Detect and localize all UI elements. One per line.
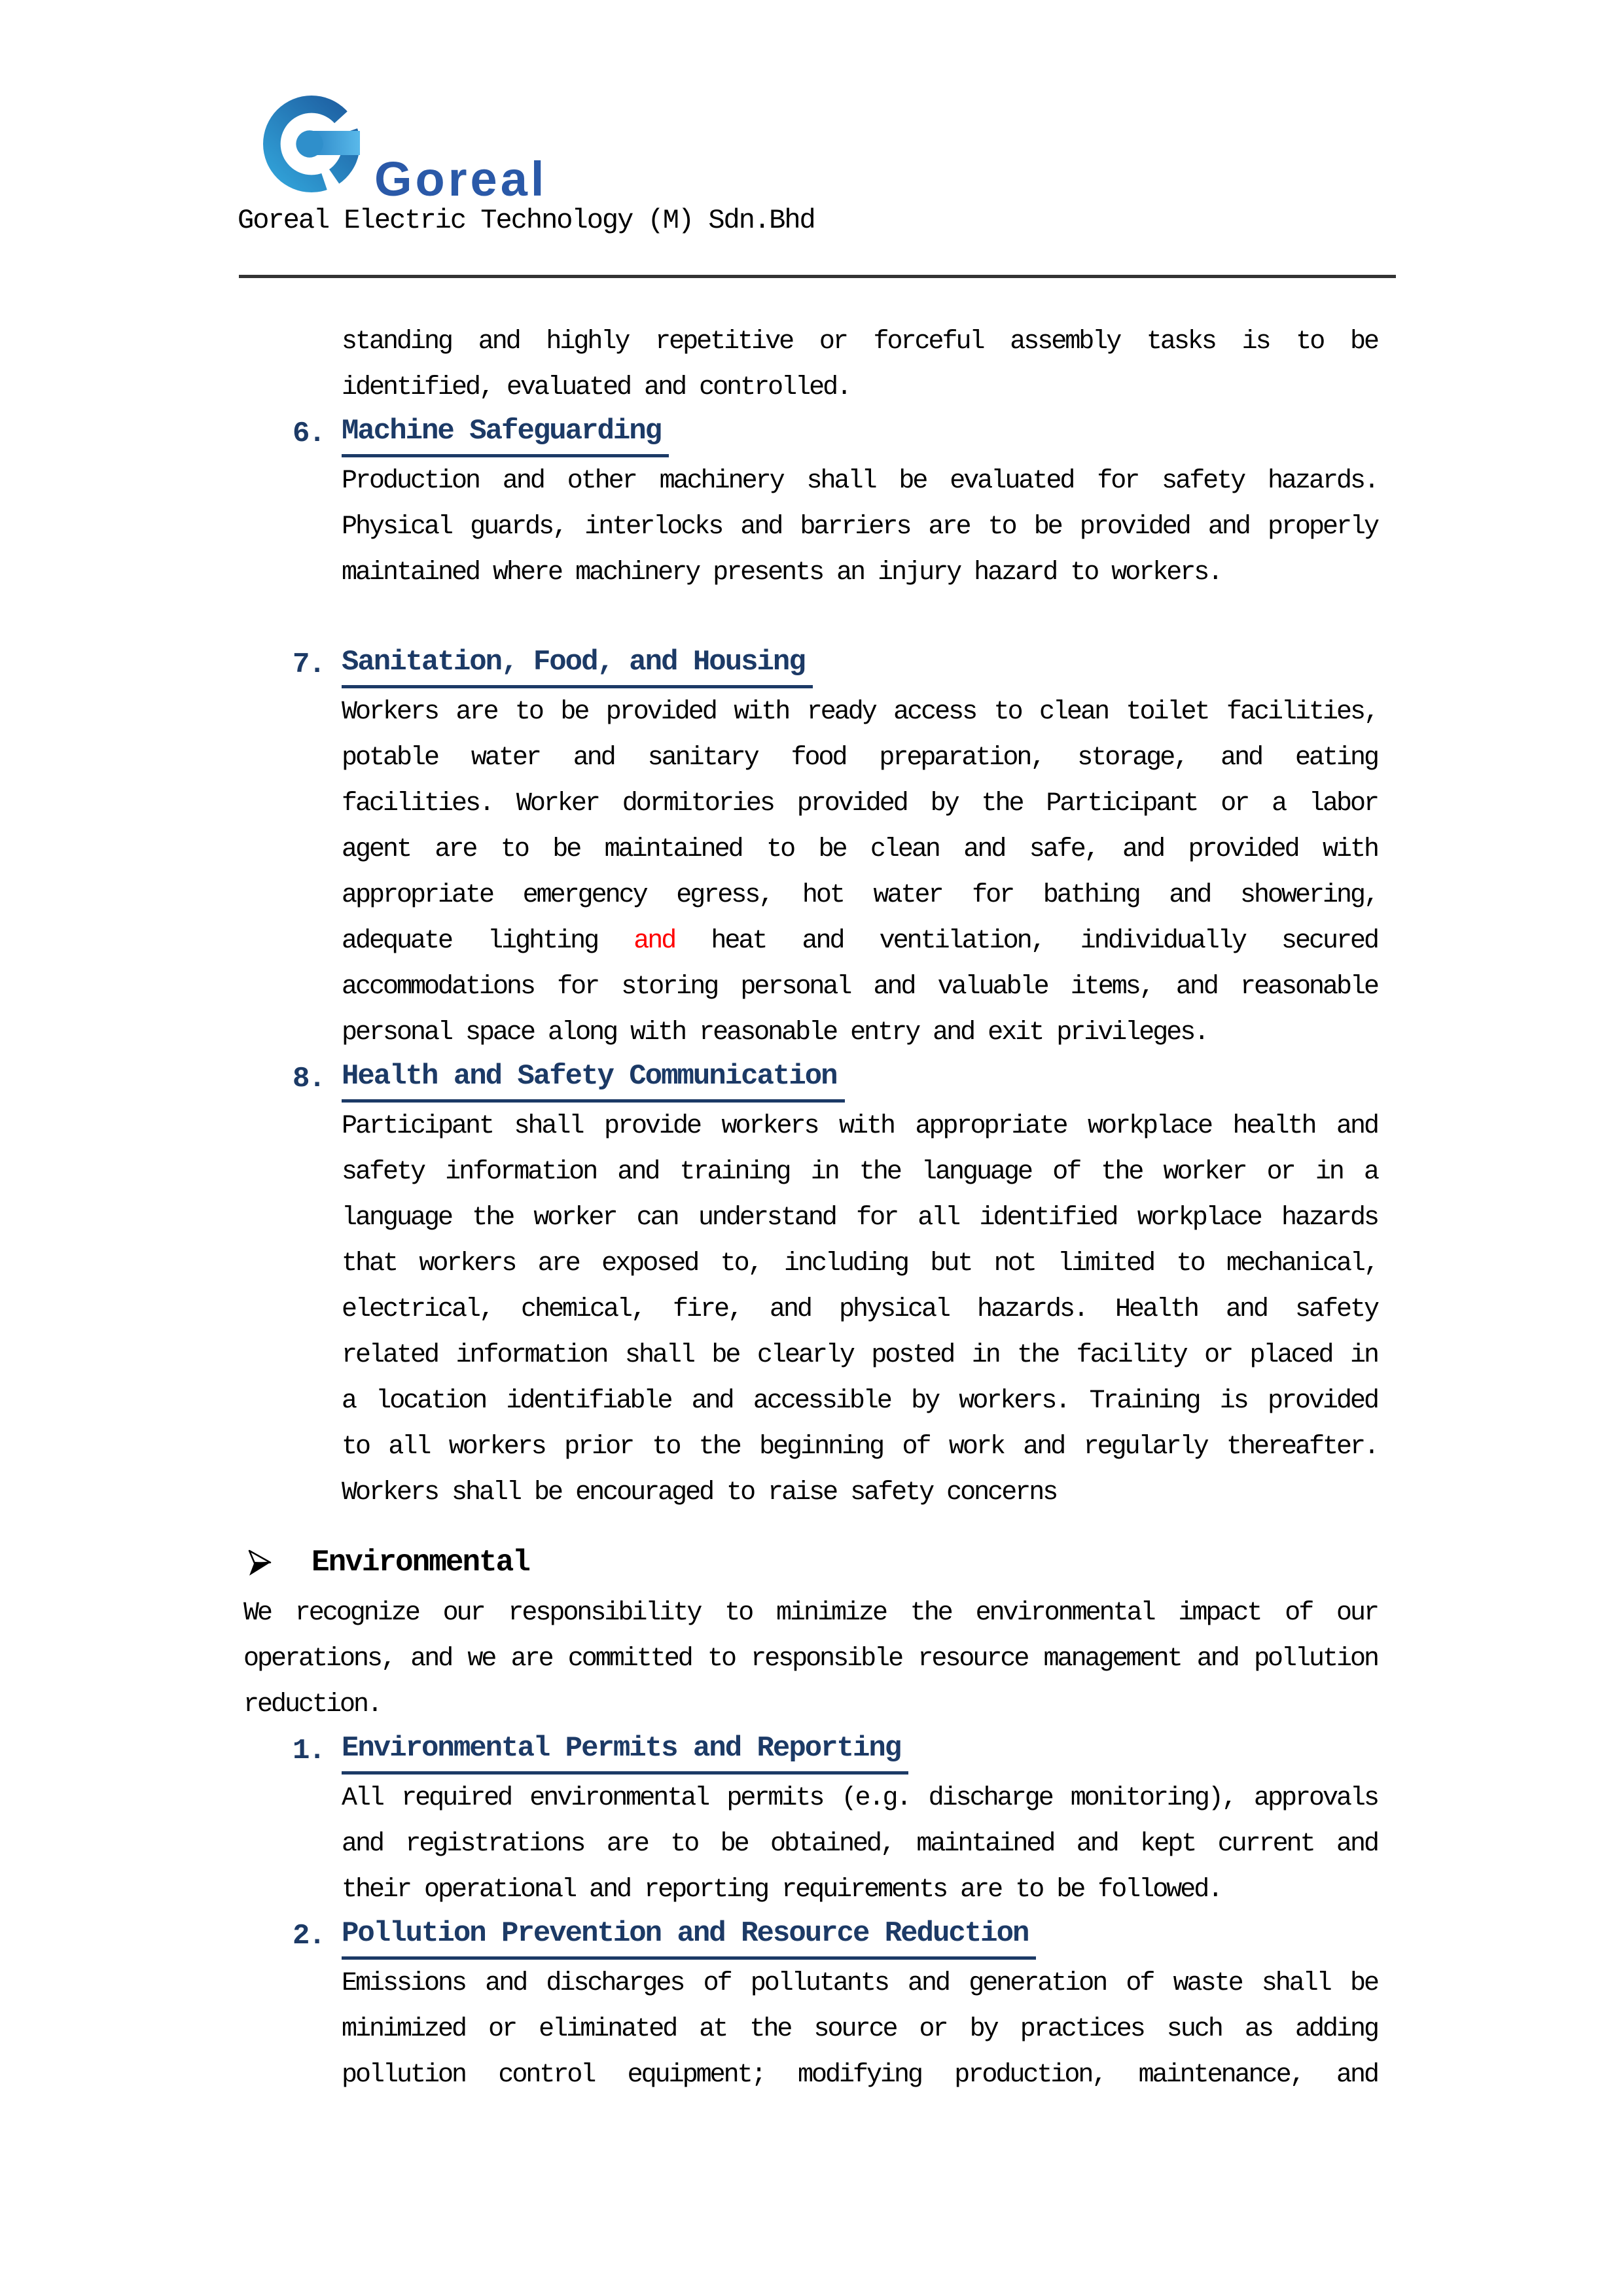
text-segment: maintained where machinery presents an injury hazard to workers. xyxy=(342,558,1222,588)
paragraph-line xyxy=(342,2053,1378,2098)
section-heading-text: Sanitation, Food, and Housing xyxy=(342,642,813,688)
section-heading xyxy=(243,1728,1378,1776)
paragraph-line xyxy=(342,1470,1378,1516)
paragraph-line xyxy=(342,319,1378,365)
text-segment: Physical guards, interlocks and barriers are to be provided and properly xyxy=(342,512,1378,542)
text-segment: potable water and sanitary food preparation, storage, and eating xyxy=(342,743,1378,773)
goreal-logo-icon xyxy=(263,96,360,192)
text-segment: safety information and training in the language of the worker or in a xyxy=(342,1157,1378,1187)
text-segment: to all workers prior to the beginning of work and regularly thereafter. xyxy=(342,1432,1378,1462)
paragraph-line xyxy=(342,504,1378,550)
paragraph-line xyxy=(342,1867,1378,1913)
highlighted-word: and xyxy=(633,927,675,956)
paragraph-line xyxy=(342,1195,1378,1241)
text-segment: related information shall be clearly posted in the facility or placed in xyxy=(342,1341,1378,1370)
brand-wordmark: Goreal xyxy=(374,152,548,206)
text-segment: adequate lighting xyxy=(342,927,634,956)
section-number: 7. xyxy=(293,648,325,681)
section-heading xyxy=(243,411,1378,459)
vertical-spacer xyxy=(243,596,1378,642)
paragraph-line xyxy=(342,690,1378,735)
text-segment: All required environmental permits (e.g. discharge monitoring), approvals xyxy=(342,1784,1378,1813)
paragraph-line xyxy=(342,1104,1378,1150)
text-segment: Emissions and discharges of pollutants and generation of waste shall be xyxy=(342,1969,1378,1998)
paragraph xyxy=(243,1591,1378,1728)
text-segment: appropriate emergency egress, hot water for bathing and showering, xyxy=(342,881,1378,910)
text-segment: Workers are to be provided with ready access to clean toilet facilities, xyxy=(342,698,1378,727)
paragraph-line xyxy=(342,781,1378,827)
paragraph-line xyxy=(243,1591,1378,1636)
section-heading-text: Pollution Prevention and Resource Reduction xyxy=(342,1913,1036,1960)
vertical-spacer xyxy=(243,1516,1378,1540)
section-heading-text: Environmental Permits and Reporting xyxy=(342,1728,908,1775)
text-segment: personal space along with reasonable entry and exit privileges. xyxy=(342,1018,1208,1048)
text-segment: that workers are exposed to, including but not limited to mechanical, xyxy=(342,1249,1378,1279)
paragraph-line xyxy=(342,1150,1378,1195)
paragraph-line xyxy=(243,1636,1378,1682)
section-heading-text: Machine Safeguarding xyxy=(342,411,669,457)
paragraph xyxy=(243,459,1378,596)
bullet-heading-text: Environmental xyxy=(312,1545,529,1580)
section-number: 6. xyxy=(293,417,325,450)
text-segment: reduction. xyxy=(243,1690,382,1720)
text-segment: agent are to be maintained to be clean and safe, and provided with xyxy=(342,835,1378,864)
paragraph-line xyxy=(342,1010,1378,1056)
text-segment: Participant shall provide workers with appropriate workplace health and xyxy=(342,1112,1378,1141)
paragraph xyxy=(243,1104,1378,1516)
paragraph-line xyxy=(342,964,1378,1010)
paragraph-line xyxy=(342,550,1378,596)
paragraph-line xyxy=(342,2007,1378,2053)
section-number: 1. xyxy=(293,1735,325,1767)
text-segment: Production and other machinery shall be evaluated for safety hazards. xyxy=(342,467,1378,496)
paragraph-line xyxy=(342,1287,1378,1333)
section-heading xyxy=(243,642,1378,690)
paragraph-line xyxy=(342,919,1378,964)
paragraph xyxy=(243,690,1378,1056)
paragraph-line xyxy=(342,1424,1378,1470)
text-segment: a location identifiable and accessible by workers. Training is provided xyxy=(342,1386,1378,1416)
paragraph-line xyxy=(342,1822,1378,1867)
text-segment: minimized or eliminated at the source or by practices such as adding xyxy=(342,2015,1378,2044)
text-segment: standing and highly repetitive or forceful assembly tasks is to be xyxy=(342,327,1378,357)
paragraph xyxy=(243,319,1378,411)
text-segment: electrical, chemical, fire, and physical hazards. Health and safety xyxy=(342,1295,1378,1324)
paragraph-line xyxy=(342,459,1378,504)
paragraph-line xyxy=(342,735,1378,781)
section-heading-text: Health and Safety Communication xyxy=(342,1056,845,1103)
paragraph-line xyxy=(342,873,1378,919)
text-segment: and registrations are to be obtained, maintained and kept current and xyxy=(342,1829,1378,1859)
company-title: Goreal Electric Technology (M) Sdn.Bhd xyxy=(238,205,815,236)
paragraph-line xyxy=(342,1333,1378,1379)
text-segment: pollution control equipment; modifying production, maintenance, and xyxy=(342,2060,1378,2090)
paragraph-line xyxy=(243,1682,1378,1728)
text-segment: language the worker can understand for all identified workplace hazards xyxy=(342,1203,1378,1233)
section-number: 8. xyxy=(293,1063,325,1095)
bullet-heading xyxy=(243,1540,1378,1591)
section-heading xyxy=(243,1056,1378,1104)
text-segment: their operational and reporting requirements are to be followed. xyxy=(342,1875,1222,1905)
text-segment: Workers shall be encouraged to raise safety concerns xyxy=(342,1478,1057,1508)
text-segment: facilities. Worker dormitories provided by the Participant or a labor xyxy=(342,789,1378,819)
text-segment: heat and ventilation, individually secured xyxy=(675,927,1378,956)
paragraph-line xyxy=(342,1961,1378,2007)
section-heading xyxy=(243,1913,1378,1961)
text-segment: operations, and we are committed to responsible resource management and pollution xyxy=(243,1644,1378,1674)
paragraph-line xyxy=(342,1379,1378,1424)
paragraph-line xyxy=(342,827,1378,873)
paragraph xyxy=(243,1776,1378,1913)
header-divider xyxy=(239,275,1396,278)
text-segment: accommodations for storing personal and valuable items, and reasonable xyxy=(342,972,1378,1002)
section-number: 2. xyxy=(293,1920,325,1952)
text-segment: We recognize our responsibility to minimize the environmental impact of our xyxy=(243,1598,1378,1628)
paragraph xyxy=(243,1961,1378,2098)
arrow-bullet-icon xyxy=(247,1549,272,1578)
paragraph-line xyxy=(342,1241,1378,1287)
paragraph-line xyxy=(342,365,1378,411)
paragraph-line xyxy=(342,1776,1378,1822)
document-content xyxy=(243,319,1378,2098)
text-segment: identified, evaluated and controlled. xyxy=(342,373,851,402)
